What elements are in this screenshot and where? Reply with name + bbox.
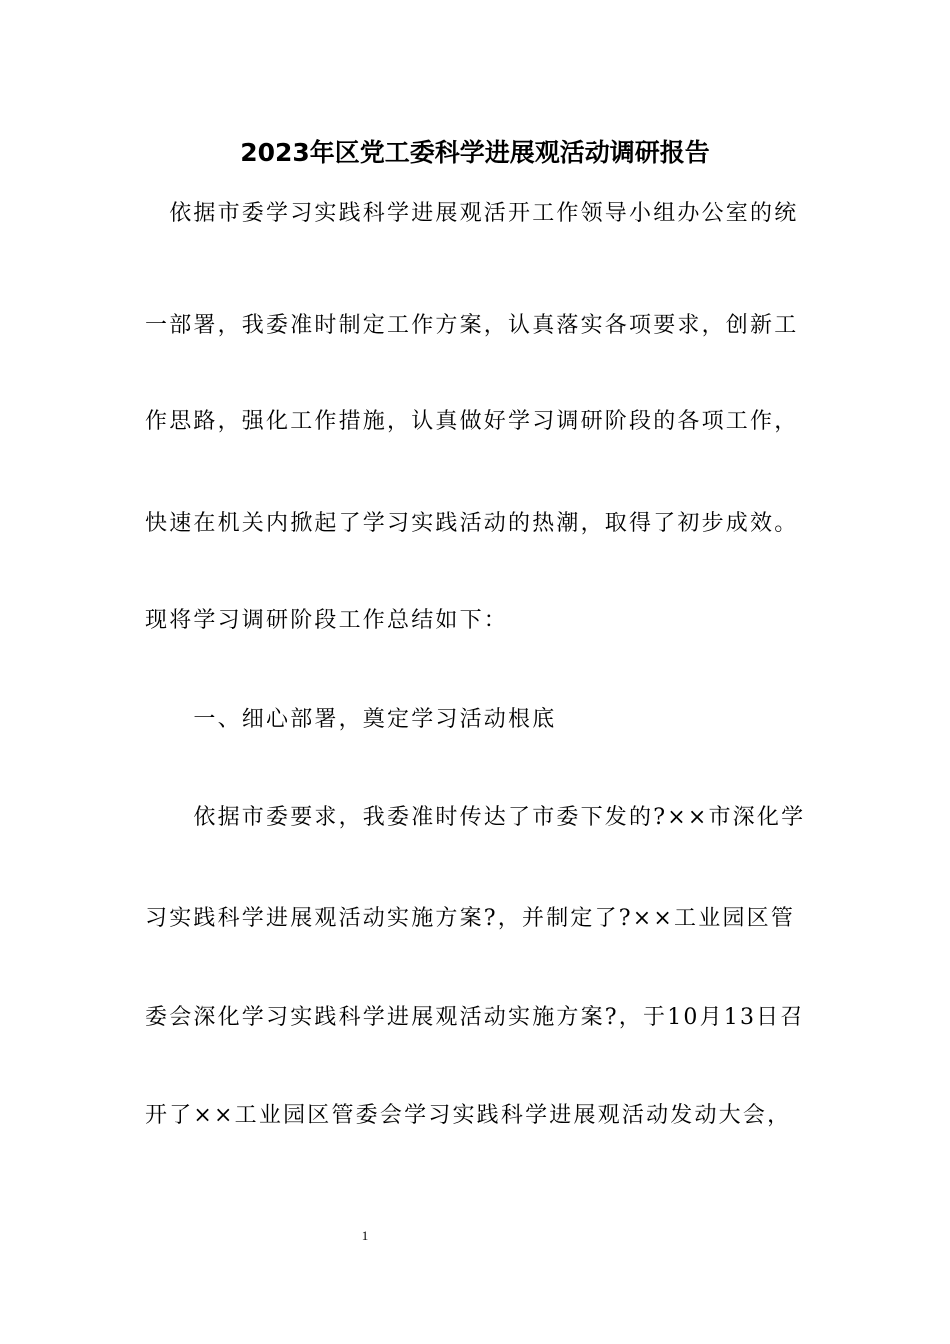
body-line: 开了××工业园区管委会学习实践科学进展观活动发动大会，: [145, 1103, 792, 1128]
body-line: 现将学习调研阶段工作总结如下：: [145, 608, 509, 633]
page-number: 1: [361, 1228, 369, 1243]
body-line: 依据市委要求，我委准时传达了市委下发的?××市深化学: [145, 805, 806, 830]
section-heading: 一、细心部署，奠定学习活动根底: [145, 707, 557, 732]
body-line: 一部署，我委准时制定工作方案，认真落实各项要求，创新工: [145, 313, 799, 338]
body-line: 委会深化学习实践科学进展观活动实施方案?，于10月13日召: [145, 1005, 805, 1030]
body-line: 习实践科学进展观活动实施方案?，并制定了?××工业园区管: [145, 906, 796, 931]
body-line: 快速在机关内掀起了学习实践活动的热潮，取得了初步成效。: [145, 511, 799, 536]
body-line: 依据市委学习实践科学进展观活开工作领导小组办公室的统: [145, 201, 799, 226]
body-line: 作思路，强化工作措施，认真做好学习调研阶段的各项工作，: [145, 409, 799, 434]
document-title: 2023年区党工委科学进展观活动调研报告: [240, 138, 710, 167]
